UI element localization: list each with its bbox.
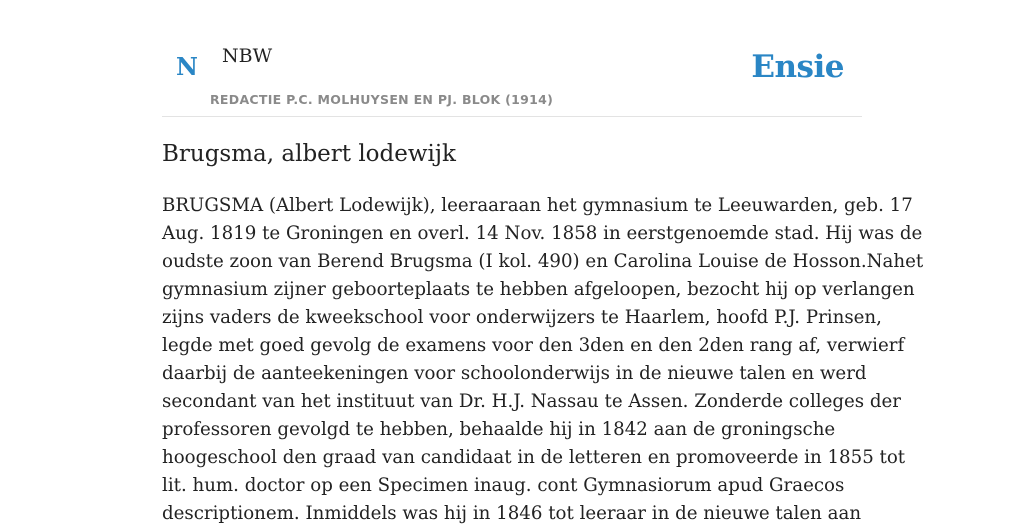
article-line: Aug. 1819 te Groningen en overl. 14 Nov. 1858 in eerstgenoemde stad. Hij was de	[162, 223, 923, 244]
article-line: legde met goed gevolg de examens voor den 3den en den 2den rang af, verwierf	[162, 335, 905, 356]
source-subtitle: REDACTIE P.C. MOLHUYSEN EN PJ. BLOK (1914)	[210, 92, 554, 107]
article-line: secondant van het instituut van Dr. H.J. Nassau te Assen. Zonderde colleges der	[162, 391, 901, 412]
article-title: Brugsma, albert lodewijk	[162, 141, 456, 167]
article-line: descriptionem. Inmiddels was hij in 1846 tot leeraar in de nieuwe talen aan	[162, 503, 862, 524]
source-logo[interactable]: N	[176, 52, 198, 81]
article-line: lit. hum. doctor op een Specimen inaug. cont Gymnasiorum apud Graecos	[162, 475, 845, 496]
article-line: BRUGSMA (Albert Lodewijk), leeraaraan het gymnasium te Leeuwarden, geb. 17	[162, 195, 913, 216]
article-line: hoogeschool den graad van candidaat in de letteren en promoveerde in 1855 tot	[162, 447, 906, 468]
article-line: professoren gevolgd te hebben, behaalde hij in 1842 aan de groningsche	[162, 419, 836, 440]
brand-logo-link[interactable]: Ensie	[751, 49, 844, 85]
article-line: oudste zoon van Berend Brugsma (I kol. 490) en Carolina Louise de Hosson.Nahet	[162, 251, 924, 272]
article-line: zijns vaders de kweekschool voor onderwijzers te Haarlem, hoofd P.J. Prinsen,	[162, 307, 882, 328]
source-name[interactable]: NBW	[222, 45, 273, 67]
site-header	[162, 0, 862, 117]
article-body	[162, 192, 924, 528]
article-line: gymnasium zijner geboorteplaats te hebben afgeloopen, bezocht hij op verlangen	[162, 279, 915, 300]
article-line: daarbij de aanteekeningen voor schoolonderwijs in de nieuwe talen en werd	[162, 363, 867, 384]
